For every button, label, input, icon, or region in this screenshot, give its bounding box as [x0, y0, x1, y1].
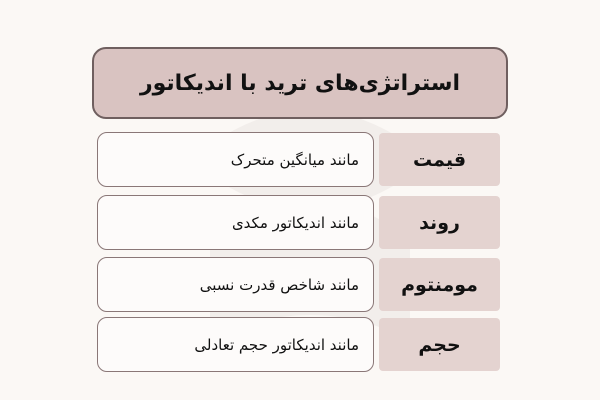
row-description: مانند شاخص قدرت نسبی: [97, 257, 374, 312]
row-description: مانند میانگین متحرک: [97, 132, 374, 187]
table-row: [97, 132, 501, 187]
row-label: حجم: [379, 318, 500, 371]
page-title: استراتژی‌های ترید با اندیکاتور: [92, 47, 508, 119]
table-row: [97, 195, 501, 250]
row-label: قیمت: [379, 133, 500, 186]
row-description: مانند اندیکاتور مکدی: [97, 195, 374, 250]
row-description: مانند اندیکاتور حجم تعادلی: [97, 317, 374, 372]
row-label: مومنتوم: [379, 258, 500, 311]
row-label: روند: [379, 196, 500, 249]
table-row: [97, 317, 501, 372]
table-row: [97, 257, 501, 312]
